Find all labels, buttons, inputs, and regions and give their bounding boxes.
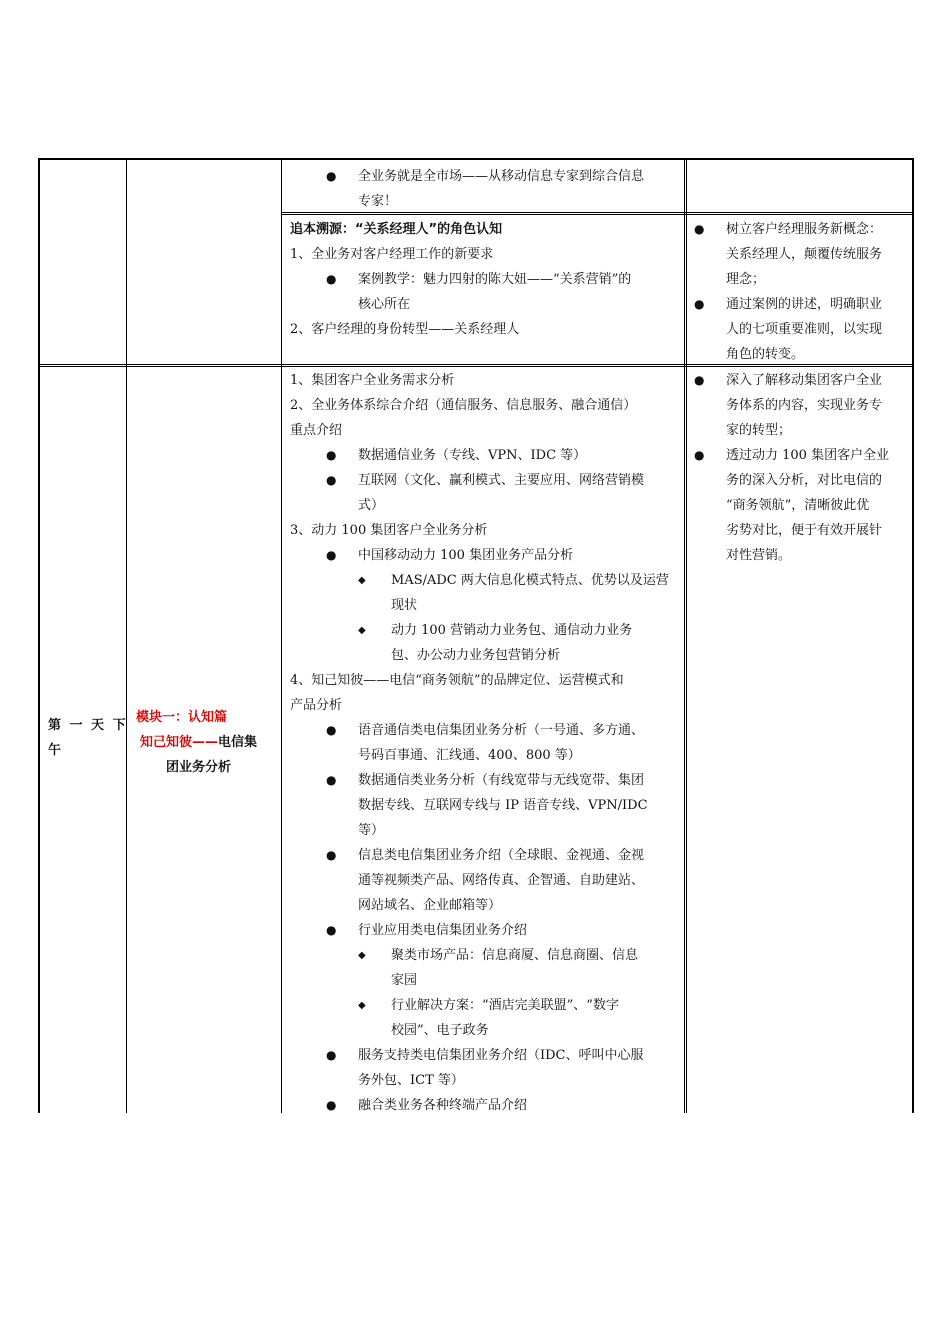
bullet-dot-icon: ● xyxy=(694,297,705,311)
list-item-text: MAS/ADC 两大信息化模式特点、优势以及运营 xyxy=(391,573,669,588)
col-divider-2 xyxy=(281,160,282,1113)
bullet-dot-icon: ● xyxy=(326,1048,337,1062)
bullet-dot-icon: ● xyxy=(694,222,705,236)
list-item-text: 角色的转变。 xyxy=(726,347,805,362)
module-subtitle-black: 电信集 xyxy=(218,735,258,750)
bullet-dot-icon: ● xyxy=(326,723,337,737)
list-item xyxy=(290,918,684,943)
list-item-text: 家园 xyxy=(391,973,418,988)
list-item xyxy=(692,292,912,317)
time-slot-cell xyxy=(48,713,128,763)
list-item: 产品分析 xyxy=(290,698,343,713)
list-item xyxy=(692,368,912,393)
module-subtitle: 团业务分析 xyxy=(166,760,232,775)
list-item-text: 动力 100 营销动力业务包、通信动力业务 xyxy=(391,623,633,638)
list-item-text: 融合类业务各种终端产品介绍 xyxy=(358,1098,528,1113)
list-item xyxy=(290,943,684,968)
bullet-dot-icon: ● xyxy=(326,448,337,462)
list-item-text: 深入了解移动集团客户全业 xyxy=(726,373,883,388)
list-item-text: 网站域名、企业邮箱等） xyxy=(358,898,502,913)
list-item xyxy=(290,843,684,868)
list-item-text: 劣势对比，便于有效开展针 xyxy=(726,523,883,538)
module-title: 模块一：认知篇 xyxy=(136,710,228,725)
list-item-text: 理念； xyxy=(726,272,766,287)
list-item-text: 核心所在 xyxy=(358,297,411,312)
list-item-text: 务外包、ICT 等） xyxy=(358,1073,464,1088)
list-item: 2、客户经理的身份转型——关系经理人 xyxy=(290,322,520,337)
bullet-dot-icon: ● xyxy=(326,473,337,487)
list-item-text: 信息类电信集团业务介绍（全球眼、金视通、金视 xyxy=(358,848,645,863)
list-item xyxy=(290,1043,684,1068)
col-divider-3 xyxy=(684,160,687,1113)
list-item-text: 透过动力 100 集团客户全业 xyxy=(726,448,890,463)
list-item-text: 语音通信类电信集团业务分析（一号通、多方通、 xyxy=(358,723,645,738)
list-item xyxy=(290,164,680,189)
bullet-diamond-icon: ◆ xyxy=(358,950,366,961)
row2-goal-cell xyxy=(692,217,912,367)
module-subtitle-red: 知己知彼—— xyxy=(140,735,219,750)
list-item-text: 务体系的内容，实现业务专 xyxy=(726,398,883,413)
module-title-cell xyxy=(132,705,280,780)
list-item: 2、全业务体系综合介绍（通信服务、信息服务、融合通信） xyxy=(290,398,637,413)
agenda-table xyxy=(38,158,914,1113)
list-item xyxy=(290,768,684,793)
section-title: 追本溯源：“关系经理人”的角色认知 xyxy=(290,222,503,237)
list-item-text: 务的深入分析，对比电信的 xyxy=(726,473,883,488)
bullet-dot-icon: ● xyxy=(326,1098,337,1112)
list-item-text: 关系经理人，颠覆传统服务 xyxy=(726,247,883,262)
list-item xyxy=(290,618,684,643)
list-item-text: 人的七项重要准则，以实现 xyxy=(726,322,883,337)
bullet-dot-icon: ● xyxy=(326,848,337,862)
list-item-text: 家的转型； xyxy=(726,423,792,438)
list-item: 4、知己知彼——电信“商务领航”的品牌定位、运营模式和 xyxy=(290,673,624,688)
bullet-diamond-icon: ◆ xyxy=(358,1000,366,1011)
col-divider-1 xyxy=(126,160,127,1113)
list-item-text: 行业解决方案：“酒店完美联盟”、“数字 xyxy=(391,998,619,1013)
list-item-text: 服务支持类电信集团业务介绍（IDC、呼叫中心服 xyxy=(358,1048,644,1063)
bullet-dot-icon: ● xyxy=(694,373,705,387)
row3-content-cell xyxy=(290,368,684,1118)
bullet-dot-icon: ● xyxy=(326,923,337,937)
list-item: 重点介绍 xyxy=(290,423,343,438)
list-item-text: 通等视频类产品、网络传真、企智通、自助建站、 xyxy=(358,873,645,888)
list-item xyxy=(692,217,912,242)
time-slot-label: 午 xyxy=(48,743,62,758)
list-item xyxy=(290,568,684,593)
list-item-text: 案例教学：魅力四射的陈大妞——“关系营销”的 xyxy=(358,272,632,287)
bullet-diamond-icon: ◆ xyxy=(358,625,366,636)
list-item-text: 现状 xyxy=(391,598,418,613)
bullet-dot-icon: ● xyxy=(694,448,705,462)
module-subtitle xyxy=(132,730,280,755)
list-item xyxy=(692,443,912,468)
list-item-text: 式） xyxy=(358,498,385,513)
row2-content-cell xyxy=(290,217,680,342)
row3-goal-cell xyxy=(692,368,912,568)
list-item: 1、全业务对客户经理工作的新要求 xyxy=(290,247,494,262)
list-item: 1、集团客户全业务需求分析 xyxy=(290,373,455,388)
list-item-text: 号码百事通、汇线通、400、800 等） xyxy=(358,748,581,763)
list-item: 3、动力 100 集团客户全业务分析 xyxy=(290,523,488,538)
list-item-text: “商务领航”，清晰彼此优 xyxy=(726,498,870,513)
list-item-text: 数据专线、互联网专线与 IP 语音专线、VPN/IDC xyxy=(358,798,648,813)
list-item xyxy=(290,993,684,1018)
list-item-text: 校园”、电子政务 xyxy=(391,1023,489,1038)
list-item-text: 专家！ xyxy=(358,194,398,209)
list-item-text: 包、办公动力业务包营销分析 xyxy=(391,648,561,663)
list-item xyxy=(290,468,684,493)
list-item-text: 数据通信业务（专线、VPN、IDC 等） xyxy=(358,448,587,463)
bullet-dot-icon: ● xyxy=(326,272,337,286)
bullet-diamond-icon: ◆ xyxy=(358,575,366,586)
list-item xyxy=(290,267,680,292)
list-item-text: 全业务就是全市场——从移动信息专家到综合信息 xyxy=(358,169,645,184)
list-item-text: 聚类市场产品：信息商厦、信息商圈、信息 xyxy=(391,948,639,963)
list-item-text: 树立客户经理服务新概念： xyxy=(726,222,883,237)
row1-content-cell xyxy=(290,164,680,214)
list-item xyxy=(290,718,684,743)
list-item-text: 行业应用类电信集团业务介绍 xyxy=(358,923,528,938)
list-item xyxy=(290,543,684,568)
bullet-dot-icon: ● xyxy=(326,548,337,562)
list-item-text: 对性营销。 xyxy=(726,548,792,563)
bullet-dot-icon: ● xyxy=(326,169,337,183)
list-item-text: 通过案例的讲述，明确职业 xyxy=(726,297,883,312)
list-item xyxy=(290,443,684,468)
time-slot-label: 第 一 天 下 xyxy=(48,718,128,733)
list-item xyxy=(290,1093,684,1118)
list-item-text: 数据通信类业务分析（有线宽带与无线宽带、集团 xyxy=(358,773,645,788)
list-item-text: 等） xyxy=(358,823,385,838)
list-item-text: 中国移动动力 100 集团业务产品分析 xyxy=(358,548,574,563)
bullet-dot-icon: ● xyxy=(326,773,337,787)
list-item-text: 互联网（文化、赢利模式、主要应用、网络营销模 xyxy=(358,473,645,488)
